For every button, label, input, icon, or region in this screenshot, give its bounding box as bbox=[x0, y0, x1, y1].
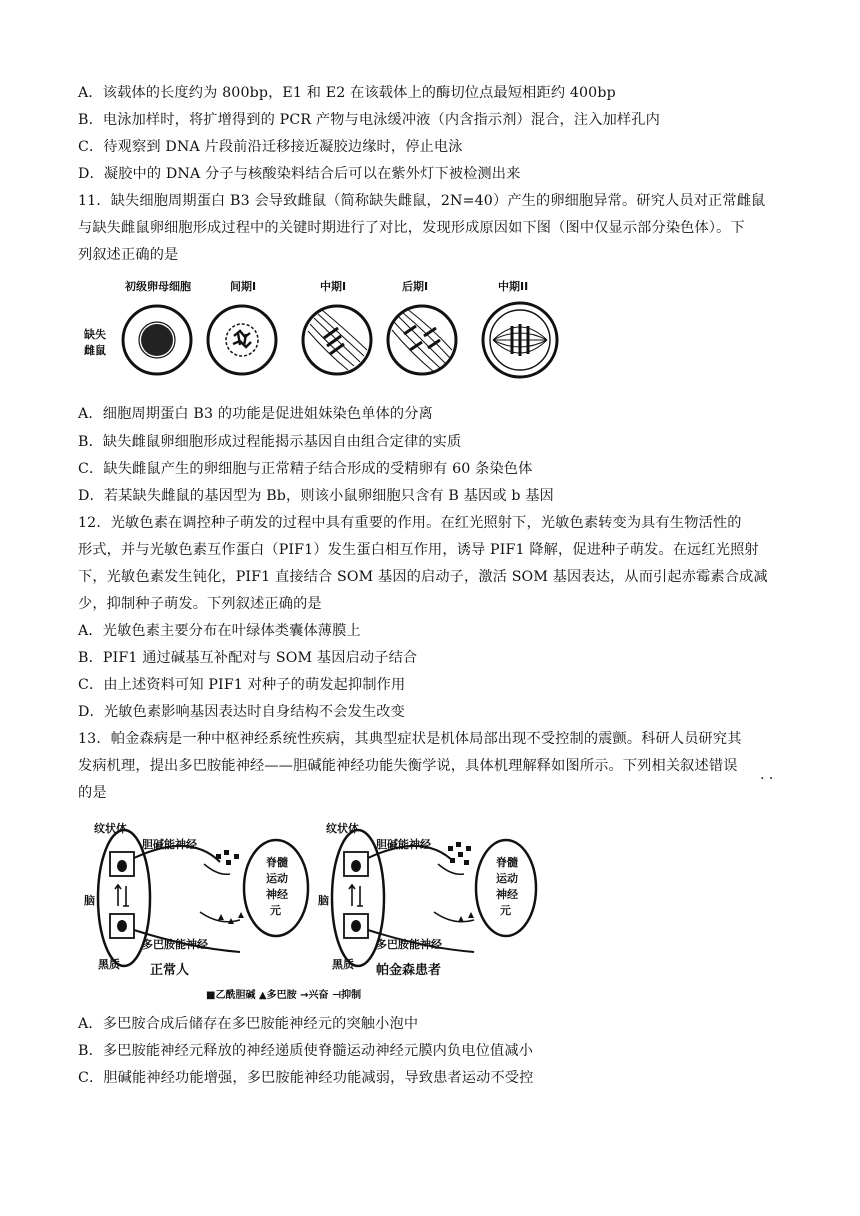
normal-person-caption: 正常人 bbox=[150, 963, 190, 978]
q13-option-a: A．多巴胺合成后储存在多巴胺能神经元的突触小泡中 bbox=[78, 1016, 419, 1032]
metaphase-1-cell bbox=[303, 306, 371, 374]
q13-parkinson-figure bbox=[80, 816, 540, 1004]
metaphase-2-cell bbox=[483, 303, 557, 377]
q11-stem-line-1: 11．缺失细胞周期蛋白 B3 会导致雌鼠（简称缺失雌鼠，2N=40）产生的卵细胞异常。研究人员对正常雌鼠 bbox=[78, 193, 766, 209]
q12-stem-line-3: 下，光敏色素发生钝化，PIF1 直接结合 SOM 基因的启动子，激活 SOM 基因表达，从而引起赤霉素合成减 bbox=[78, 569, 768, 585]
q13-option-b: B．多巴胺能神经元释放的神经递质使脊髓运动神经元膜内负电位值减小 bbox=[78, 1043, 534, 1059]
dopaminergic-label-normal: 多巴胺能神经 bbox=[142, 938, 208, 951]
q11-option-c: C．缺失雌鼠产生的卵细胞与正常精子结合形成的受精卵有 60 条染色体 bbox=[78, 461, 533, 477]
q12-option-c: C．由上述资料可知 PIF1 对种子的萌发起抑制作用 bbox=[78, 677, 406, 693]
spinal-label-1-normal: 脊髓 bbox=[266, 856, 288, 869]
spinal-label-1-patient: 脊髓 bbox=[496, 856, 518, 869]
q11-stem-line-2: 与缺失雌鼠卵细胞形成过程中的关键时期进行了对比，发现形成原因如下图（图中仅显示部分染色体）。下 bbox=[78, 220, 745, 236]
q12-option-d: D．光敏色素影响基因表达时自身结构不会发生改变 bbox=[78, 704, 405, 720]
q12-stem-line-2: 形式，并与光敏色素互作蛋白（PIF1）发生蛋白相互作用，诱导 PIF1 降解，促进种子萌发。在远红光照射 bbox=[78, 542, 759, 558]
stage-label-anaphase-1: 后期I bbox=[402, 280, 429, 293]
brain-label-normal: 脑 bbox=[84, 894, 95, 907]
interphase-1-cell bbox=[208, 306, 276, 374]
spinal-label-2-patient: 运动 bbox=[496, 872, 518, 885]
stage-label-metaphase-1: 中期I bbox=[320, 280, 347, 293]
striatum-label-normal: 纹状体 bbox=[94, 822, 127, 835]
q11-option-d: D．若某缺失雌鼠的基因型为 Bb，则该小鼠卵细胞只含有 B 基因或 b 基因 bbox=[78, 488, 554, 504]
spinal-label-4-normal: 元 bbox=[270, 904, 281, 917]
spinal-label-2-normal: 运动 bbox=[266, 872, 288, 885]
substantia-nigra-label-normal: 黑质 bbox=[98, 958, 120, 971]
patient-caption: 帕金森患者 bbox=[376, 963, 442, 978]
primary-oocyte-cell bbox=[123, 306, 191, 374]
q12-option-b: B．PIF1 通过碱基互补配对与 SOM 基因启动子结合 bbox=[78, 650, 418, 666]
striatum-label-patient: 纹状体 bbox=[326, 822, 359, 835]
anaphase-1-cell bbox=[388, 306, 456, 374]
q12-option-a: A．光敏色素主要分布在叶绿体类囊体薄膜上 bbox=[78, 623, 361, 639]
q13-stem-line-3: 的是 bbox=[78, 785, 107, 801]
row-label-line-1: 缺失 bbox=[84, 328, 106, 341]
emphasis-dot: · · bbox=[760, 771, 774, 787]
q10-option-b: B．电泳加样时，将扩增得到的 PCR 产物与电泳缓冲液（内含指示剂）混合，注入加样孔内 bbox=[78, 112, 660, 128]
patient-panel bbox=[318, 821, 536, 978]
stage-label-interphase-1: 间期I bbox=[230, 280, 257, 293]
q13-option-c: C．胆碱能神经功能增强，多巴胺能神经功能减弱，导致患者运动不受控 bbox=[78, 1070, 534, 1086]
cholinergic-label-patient: 胆碱能神经 bbox=[376, 838, 431, 851]
substantia-nigra-label-patient: 黑质 bbox=[332, 958, 354, 971]
cholinergic-label-normal: 胆碱能神经 bbox=[142, 838, 197, 851]
spinal-label-4-patient: 元 bbox=[500, 904, 511, 917]
q11-option-b: B．缺失雌鼠卵细胞形成过程能揭示基因自由组合定律的实质 bbox=[78, 434, 462, 450]
q13-stem-line-1: 13．帕金森病是一种中枢神经系统性疾病，其典型症状是机体局部出现不受控制的震颤。科研人员研究其 bbox=[78, 731, 742, 747]
normal-panel bbox=[84, 821, 308, 978]
q10-option-d: D．凝胶中的 DNA 分子与核酸染料结合后可以在紫外灯下被检测出来 bbox=[78, 166, 521, 182]
q13-stem-line-2: 发病机理，提出多巴胺能神经——胆碱能神经功能失衡学说，具体机理解释如图所示。下列相关叙述错误 bbox=[78, 758, 738, 774]
q12-stem-line-1: 12．光敏色素在调控种子萌发的过程中具有重要的作用。在红光照射下，光敏色素转变为具有生物活性的 bbox=[78, 515, 742, 531]
dopaminergic-label-patient: 多巴胺能神经 bbox=[376, 938, 442, 951]
stage-label-primary-oocyte: 初级卵母细胞 bbox=[125, 280, 191, 293]
row-label-line-2: 雌鼠 bbox=[84, 344, 106, 357]
q11-stem-line-3: 列叙述正确的是 bbox=[78, 247, 179, 263]
figure-legend: ■乙酰胆碱 ▲多巴胺 →兴奋 ⊣抑制 bbox=[206, 990, 362, 1001]
spinal-label-3-normal: 神经 bbox=[266, 888, 288, 901]
brain-label-patient: 脑 bbox=[318, 894, 329, 907]
stage-label-metaphase-2: 中期II bbox=[498, 280, 529, 293]
q11-option-a: A．细胞周期蛋白 B3 的功能是促进姐妹染色单体的分离 bbox=[78, 406, 433, 422]
spinal-label-3-patient: 神经 bbox=[496, 888, 518, 901]
q10-option-c: C．待观察到 DNA 片段前沿迁移接近凝胶边缘时，停止电泳 bbox=[78, 139, 463, 155]
q11-meiosis-figure bbox=[80, 276, 560, 388]
q12-stem-line-4: 少，抑制种子萌发。下列叙述正确的是 bbox=[78, 596, 322, 612]
q10-option-a: A．该载体的长度约为 800bp，E1 和 E2 在该载体上的酶切位点最短相距约 400bp bbox=[78, 85, 616, 101]
